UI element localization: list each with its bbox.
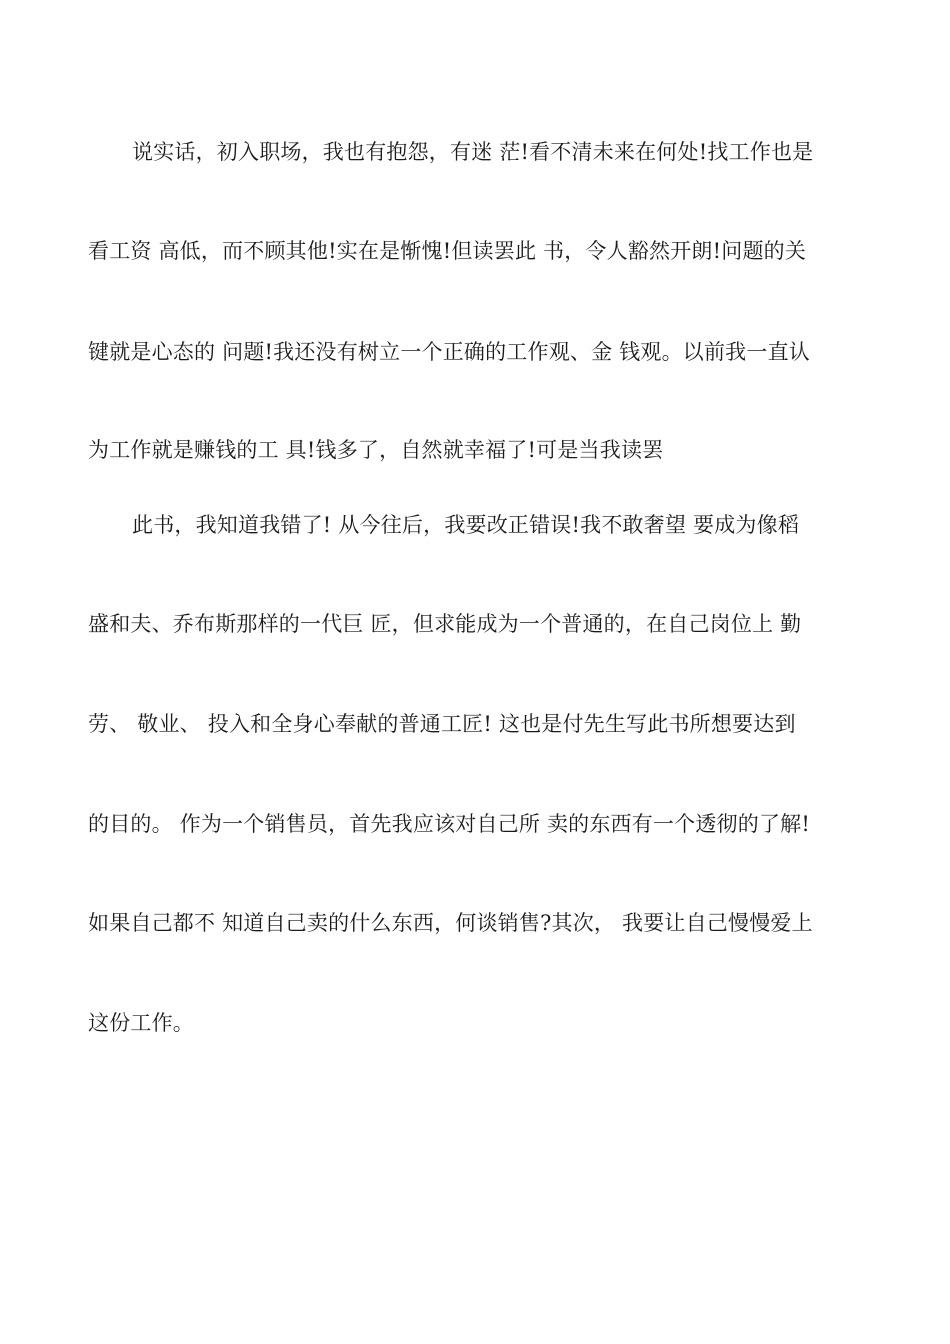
paragraph-1-line-4: 为工作就是赚钱的工 具!钱多了，自然就幸福了!可是当我读罢 bbox=[88, 438, 664, 462]
paragraph-1-line-3: 键就是心态的 问题!我还没有树立一个正确的工作观、金 钱观。以前我一直认 bbox=[88, 340, 810, 364]
paragraph-2-line-2: 盛和夫、乔布斯那样的一代巨 匠，但求能成为一个普通的，在自己岗位上 勤 bbox=[88, 612, 802, 636]
paragraph-1-line-2: 看工资 高低，而不顾其他!实在是惭愧!但读罢此 书，令人豁然开朗!问题的关 bbox=[88, 239, 807, 263]
paragraph-2-line-1: 此书，我知道我错了! 从今往后，我要改正错误!我不敢奢望 要成为像稻 bbox=[132, 513, 800, 537]
paragraph-1-line-1: 说实话，初入职场，我也有抱怨，有迷 茫!看不清未来在何处!找工作也是 bbox=[132, 140, 814, 164]
paragraph-2-line-5: 如果自己都不 知道自己卖的什么东西，何谈销售?其次， 我要让自己慢慢爱上 bbox=[88, 911, 813, 935]
paragraph-2-line-6: 这份工作。 bbox=[88, 1011, 194, 1035]
paragraph-2-line-3: 劳、 敬业、 投入和全身心奉献的普通工匠! 这也是付先生写此书所想要达到 bbox=[88, 712, 796, 736]
paragraph-2-line-4: 的目的。 作为一个销售员，首先我应该对自己所 卖的东西有一个透彻的了解! bbox=[88, 812, 810, 836]
